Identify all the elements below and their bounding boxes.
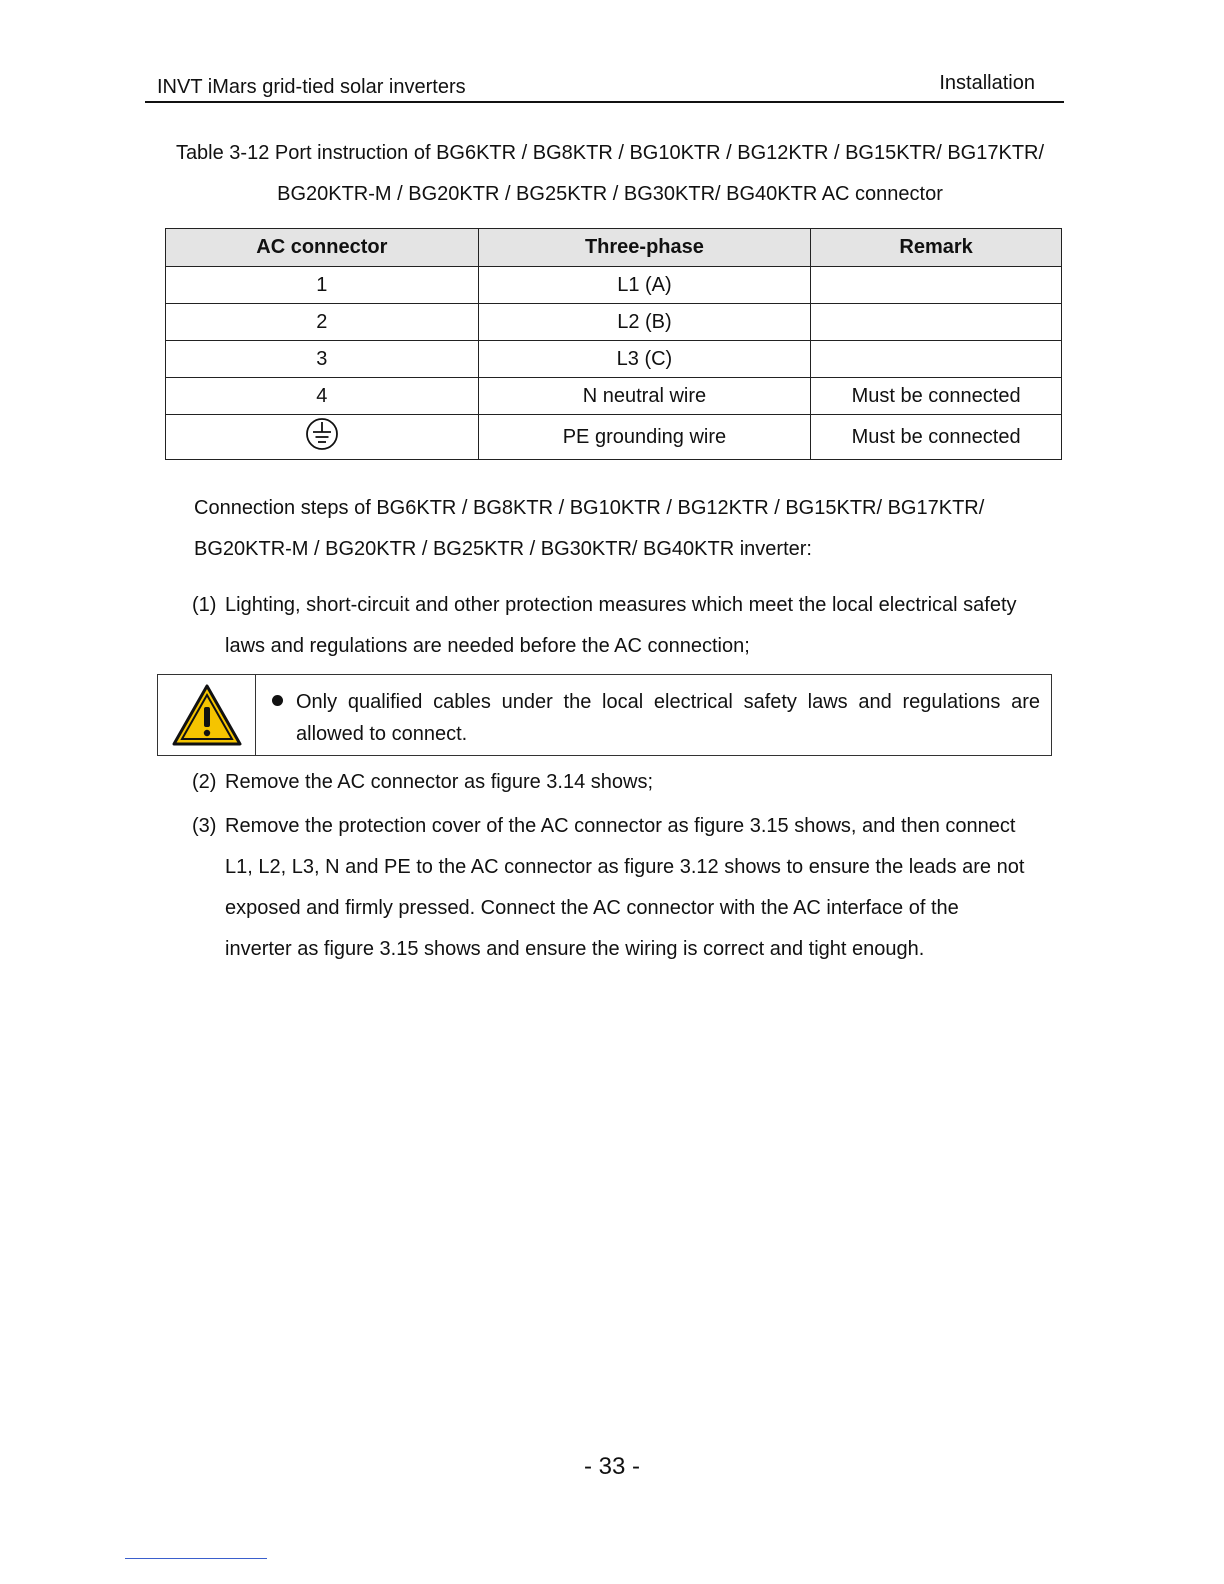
warning-icon-cell [158,675,256,755]
cell-connector: 1 [166,267,479,304]
cell-remark [811,341,1062,378]
header-section: Installation [939,72,1035,94]
bullet-dot [272,695,283,706]
step-number: (1) [192,594,217,616]
cell-connector [166,415,479,460]
table-caption-line-1: Table 3-12 Port instruction of BG6KTR / BG8KTR / BG10KTR / BG12KTR / BG15KTR/ BG17KTR/ [175,142,1045,164]
header-divider [145,101,1064,103]
header-remark: Remark [811,229,1062,267]
cell-phase: L3 (C) [478,341,811,378]
cell-connector: 2 [166,304,479,341]
warning-triangle-icon [171,683,243,747]
table-row [166,341,1062,378]
cell-phase: L2 (B) [478,304,811,341]
cell-phase: N neutral wire [478,378,811,415]
header-title: INVT iMars grid-tied solar inverters [157,76,466,98]
warning-box [157,674,1052,756]
footer-divider [125,1558,267,1559]
cell-phase: PE grounding wire [478,415,811,460]
cell-connector: 3 [166,341,479,378]
table-header-row [166,229,1062,267]
step-text: L1, L2, L3, N and PE to the AC connector as figure 3.12 shows to ensure the leads are not [225,856,1025,878]
table-row [166,267,1062,304]
header-ac-connector: AC connector [166,229,479,267]
step-text: exposed and firmly pressed. Connect the AC connector with the AC interface of the [225,897,959,919]
cell-connector: 4 [166,378,479,415]
table-caption-line-2: BG20KTR-M / BG20KTR / BG25KTR / BG30KTR/ BG40KTR AC connector [277,183,943,205]
intro-line-2: BG20KTR-M / BG20KTR / BG25KTR / BG30KTR/ BG40KTR inverter: [194,538,812,560]
cell-remark [811,304,1062,341]
ground-icon [305,417,339,457]
cell-phase: L1 (A) [478,267,811,304]
warning-text-line-1: Only qualified cables under the local electrical safety laws and regulations are [296,691,1040,713]
warning-text-line-2: allowed to connect. [296,723,468,745]
step-text: Lighting, short-circuit and other protection measures which meet the local electrical safety [225,594,1017,616]
step-number: (2) [192,771,217,793]
step-text: Remove the protection cover of the AC connector as figure 3.15 shows, and then connect [225,815,1016,837]
intro-line-1: Connection steps of BG6KTR / BG8KTR / BG10KTR / BG12KTR / BG15KTR/ BG17KTR/ [194,497,985,519]
table-row [166,378,1062,415]
table-row [166,415,1062,460]
ac-connector-table [165,228,1062,460]
cell-remark [811,267,1062,304]
table-row [166,304,1062,341]
step-text: laws and regulations are needed before the AC connection; [225,635,750,657]
cell-remark: Must be connected [811,415,1062,460]
step-text: Remove the AC connector as figure 3.14 shows; [225,771,654,793]
cell-remark: Must be connected [811,378,1062,415]
page-number: - 33 - [583,1453,640,1480]
header-three-phase: Three-phase [478,229,811,267]
step-number: (3) [192,815,217,837]
step-text: inverter as figure 3.15 shows and ensure the wiring is correct and tight enough. [225,938,925,960]
